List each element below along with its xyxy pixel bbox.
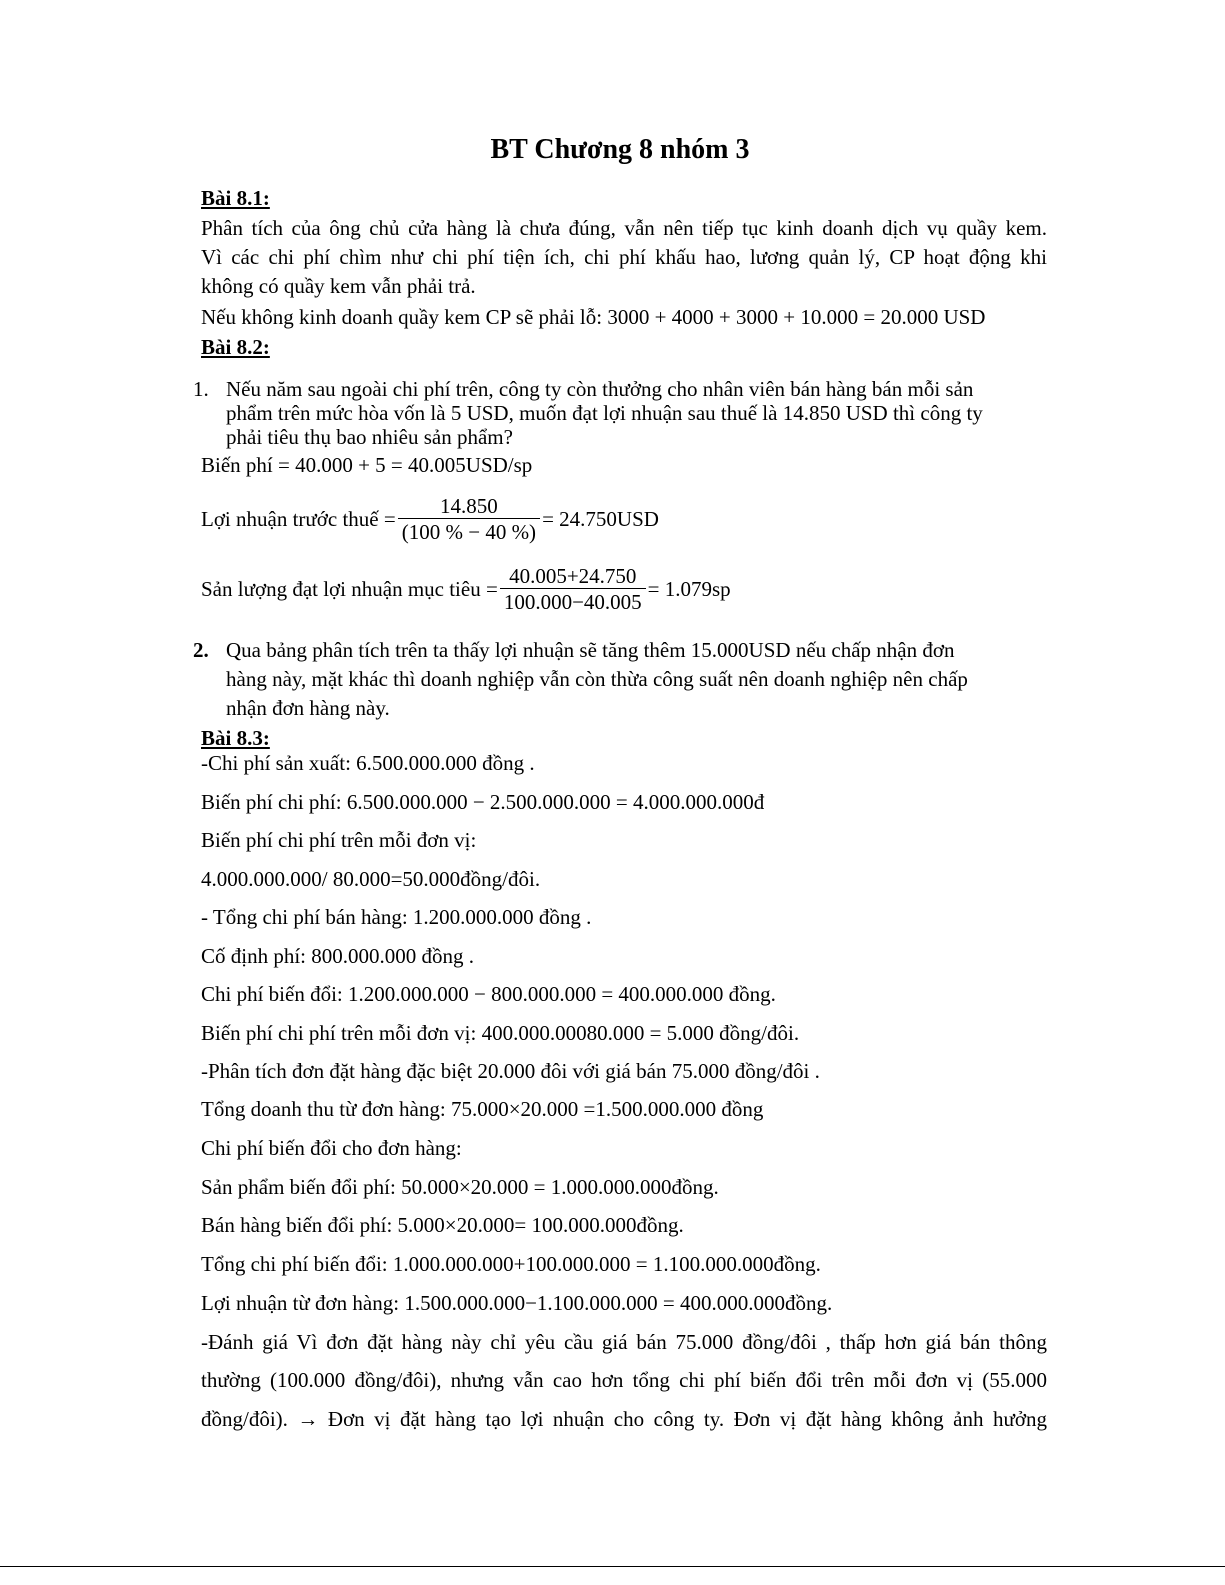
- b83-line: Cố định phí: 800.000.000 đồng .: [201, 944, 475, 968]
- loi-nhuan-formula: [201, 494, 659, 545]
- b83-line: Bán hàng biến đổi phí: 5.000×20.000= 100.000.000đồng.: [201, 1213, 684, 1237]
- b83-line: 4.000.000.000/ 80.000=50.000đồng/đôi.: [201, 867, 541, 891]
- b83-line: Biến phí chi phí trên mỗi đơn vị: 400.000.00080.000 = 5.000 đồng/đôi.: [201, 1021, 800, 1045]
- b81-paragraph-line: không có quầy kem vẫn phải trả.: [201, 274, 476, 298]
- formula-label: Lợi nhuận trước thuế =: [201, 507, 396, 531]
- b83-line: Biến phí chi phí trên mỗi đơn vị:: [201, 828, 477, 852]
- formula-result: = 1.079sp: [647, 577, 731, 601]
- list-number: 2.: [193, 638, 209, 662]
- b83-line: - Tổng chi phí bán hàng: 1.200.000.000 đồng .: [201, 905, 592, 929]
- heading-bai-8-1: Bài 8.1:: [201, 186, 270, 210]
- fraction-numerator: 14.850: [398, 494, 540, 519]
- b83-line: -Chi phí sản xuất: 6.500.000.000 đồng .: [201, 751, 535, 775]
- q1-line: phải tiêu thụ bao nhiêu sản phẩm?: [226, 425, 513, 449]
- b83-line: Tổng chi phí biến đổi: 1.000.000.000+100.000.000 = 1.100.000.000đồng.: [201, 1252, 821, 1276]
- heading-bai-8-2: Bài 8.2:: [201, 335, 270, 359]
- q2-line: nhận đơn hàng này.: [226, 696, 390, 720]
- b83-line: đồng/đôi). → Đơn vị đặt hàng tạo lợi nhuận cho công ty. Đơn vị đặt hàng không ảnh hưởng: [201, 1407, 1047, 1431]
- b83-line: Chi phí biến đổi cho đơn hàng:: [201, 1136, 462, 1160]
- formula-result: = 24.750USD: [542, 507, 659, 531]
- q2-line: hàng này, mặt khác thì doanh nghiệp vẫn còn thừa công suất nên doanh nghiệp nên chấp: [226, 667, 968, 691]
- b83-line: thường (100.000 đồng/đôi), nhưng vẫn cao hơn tổng chi phí biến đổi trên mỗi đơn vị (55.000: [201, 1368, 1047, 1392]
- list-number: 1.: [193, 377, 209, 401]
- q2-line: Qua bảng phân tích trên ta thấy lợi nhuận sẽ tăng thêm 15.000USD nếu chấp nhận đơn: [226, 638, 955, 662]
- page-title: BT Chương 8 nhóm 3: [490, 134, 750, 165]
- b83-line: Biến phí chi phí: 6.500.000.000 − 2.500.000.000 = 4.000.000.000đ: [201, 790, 765, 814]
- b81-paragraph-line: Vì các chi phí chìm như chi phí tiện ích, chi phí khấu hao, lương quản lý, CP hoạt động khi: [201, 245, 1047, 269]
- formula-label: Sản lượng đạt lợi nhuận mục tiêu =: [201, 577, 498, 601]
- heading-bai-8-3: Bài 8.3:: [201, 726, 270, 750]
- bien-phi-line: Biến phí = 40.000 + 5 = 40.005USD/sp: [201, 453, 533, 477]
- b83-line: Lợi nhuận từ đơn hàng: 1.500.000.000−1.100.000.000 = 400.000.000đồng.: [201, 1291, 833, 1315]
- b83-line: Chi phí biến đổi: 1.200.000.000 − 800.000.000 = 400.000.000 đồng.: [201, 982, 776, 1006]
- b81-paragraph-line: Phân tích của ông chủ cửa hàng là chưa đúng, vẫn nên tiếp tục kinh doanh dịch vụ quầy kem.: [201, 216, 1047, 240]
- fraction-denominator: (100 % − 40 %): [401, 520, 537, 544]
- fraction: [500, 564, 646, 615]
- fraction-denominator: 100.000−40.005: [503, 590, 642, 614]
- b81-loss-line: Nếu không kinh doanh quầy kem CP sẽ phải lỗ: 3000 + 4000 + 3000 + 10.000 = 20.000 USD: [201, 305, 986, 329]
- fraction-numerator: 40.005+24.750: [500, 564, 646, 589]
- q1-line: Nếu năm sau ngoài chi phí trên, công ty còn thưởng cho nhân viên bán hàng bán mỗi sản: [226, 377, 974, 401]
- b83-line: -Đánh giá Vì đơn đặt hàng này chỉ yêu cầu giá bán 75.000 đồng/đôi , thấp hơn giá bán thông: [201, 1330, 1047, 1354]
- page-edge-divider: [0, 1566, 1225, 1567]
- b83-line: -Phân tích đơn đặt hàng đặc biệt 20.000 đôi với giá bán 75.000 đồng/đôi .: [201, 1059, 820, 1083]
- q1-line: phẩm trên mức hòa vốn là 5 USD, muốn đạt lợi nhuận sau thuế là 14.850 USD thì công ty: [226, 401, 983, 425]
- fraction: [398, 494, 540, 545]
- b83-line: Tổng doanh thu từ đơn hàng: 75.000×20.000 =1.500.000.000 đồng: [201, 1097, 764, 1121]
- b83-line: Sản phẩm biến đổi phí: 50.000×20.000 = 1.000.000.000đồng.: [201, 1175, 719, 1199]
- san-luong-formula: [201, 564, 731, 615]
